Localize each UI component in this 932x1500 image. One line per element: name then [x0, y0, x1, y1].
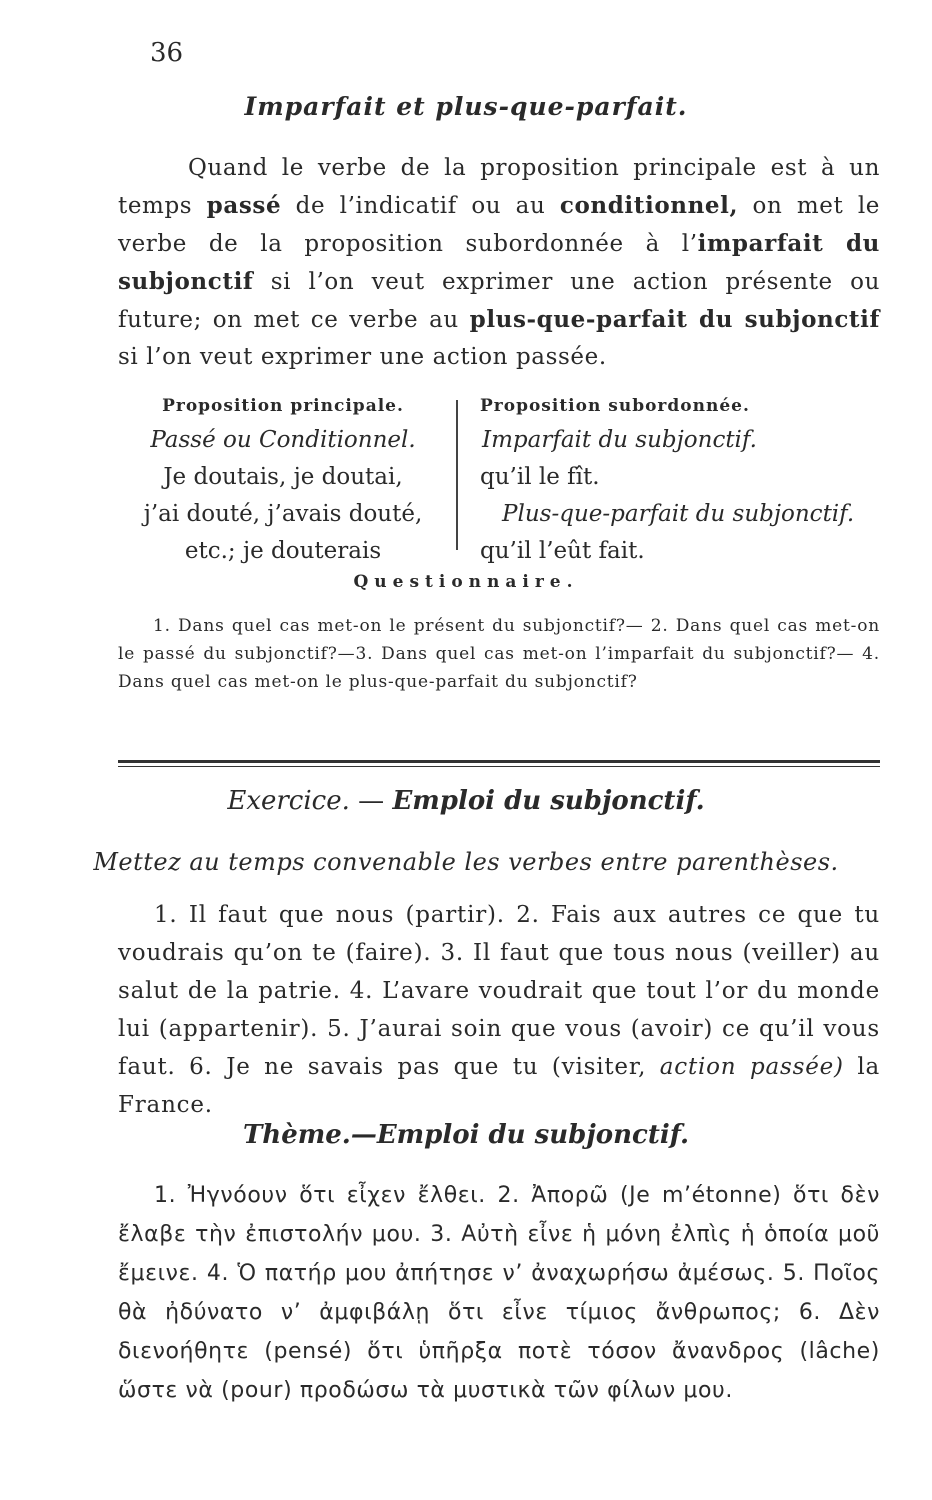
rule-text: de l’indicatif ou au: [281, 193, 560, 219]
thick-rule: [118, 760, 880, 763]
questionnaire-body: 1. Dans quel cas met-on le présent du subjonctif?— 2. Dans quel cas met-on le passé du subjonctif?—3. Dans quel cas met-on l’imparfait du subjonctif?— 4. Dans quel cas met-on le plus-que-parfait du subjonctif?: [118, 616, 880, 692]
questionnaire-text: [118, 612, 880, 696]
exercise-ending: la France.: [118, 1054, 881, 1118]
rule-bold-term: passé: [206, 192, 282, 219]
rule-text: Quand le verbe de la proposition principale est à un temps: [118, 155, 880, 219]
exercise-label: Exercice.: [227, 786, 350, 816]
plus-que-parfait-example: qu’il l’eût fait.: [480, 538, 645, 564]
page-number: 36: [150, 38, 184, 68]
subordinate-column: [480, 390, 880, 570]
rule-paragraph: [118, 150, 880, 376]
theme-text: [118, 1176, 880, 1410]
principal-column: [118, 390, 448, 570]
exercise-text: [118, 896, 880, 1124]
principal-line: etc.; je douterais: [184, 538, 382, 564]
questionnaire-title: Questionnaire.: [353, 572, 579, 592]
exercise-topic: Emploi du subjonctif.: [392, 786, 705, 816]
exercise-title: [0, 786, 932, 816]
exercise-sentences: 1. Il faut que nous (partir). 2. Fais aux autres ce que tu voudrais qu’on te (faire). 3. Il faut que tous nous (veiller) au salut de la patrie. 4. L’avare voudrait que tout l’or du monde lui (appartenir). 5. J’aurai soin que vous (avoir) ce qu’il vous faut. 6. Je ne savais pas que tu (visiter,: [118, 902, 880, 1080]
thin-rule: [118, 766, 880, 767]
rule-text: on met le verbe de la proposition subordonnée à l’: [118, 193, 880, 257]
principal-line: j’ai douté, j’avais douté,: [143, 501, 423, 527]
exercise-instruction: Mettez au temps convenable les verbes entre parenthèses.: [93, 848, 839, 876]
principal-header: Proposition principale.: [162, 396, 404, 416]
theme-greek-body: 1. Ἠγνόουν ὅτι εἶχεν ἔλθει. 2. Ἀπορῶ (Je m’étonne) ὅτι δὲν ἔλαβε τὴν ἐπιστολήν μου. 3. Αὐτὴ εἶνε ἡ μόνη ἐλπὶς ἡ ὁποία μοῦ ἔμεινε. 4. Ὁ πατήρ μου ἀπήτησε ν’ ἀναχωρήσω ἀμέσως. 5. Ποῖος θὰ ἠδύνατο ν’ ἀμφιβάλῃ ὅτι εἶνε τίμιος ἄνθρωπος; 6. Δὲν διενοήθητε (pensé) ὅτι ὑπῆρξα ποτὲ τόσον ἄνανδρος (lâche) ὥστε νὰ (pour) προδώσω τὰ μυστικὰ τῶν φίλων μου.: [118, 1183, 880, 1403]
principal-subheader: Passé ou Conditionnel.: [150, 427, 416, 453]
subordinate-header: Proposition subordonnée.: [480, 396, 750, 416]
rule-text: si l’on veut exprimer une action passée.: [118, 344, 607, 370]
exercise-italic-note: action passée): [659, 1054, 844, 1080]
theme-title: Thème.—Emploi du subjonctif.: [242, 1120, 690, 1150]
rule-bold-term: imparfait du subjonctif: [118, 230, 880, 295]
section-title: Imparfait et plus-que-parfait.: [244, 92, 688, 121]
plus-que-parfait-label: Plus-que-parfait du subjonctif.: [502, 501, 855, 527]
conjugation-table: [118, 390, 878, 565]
imparfait-label: Imparfait du subjonctif.: [482, 427, 757, 453]
imparfait-example: qu’il le fît.: [480, 464, 600, 490]
exercise-dash: —: [349, 786, 393, 816]
principal-line: Je doutais, je doutai,: [163, 464, 403, 490]
rule-text: si l’on veut exprimer une action présente ou future; on met ce verbe au: [118, 269, 880, 333]
rule-bold-term: plus-que-parfait du subjonctif: [469, 306, 880, 333]
column-divider: [456, 400, 458, 550]
rule-bold-term: conditionnel,: [559, 192, 739, 219]
